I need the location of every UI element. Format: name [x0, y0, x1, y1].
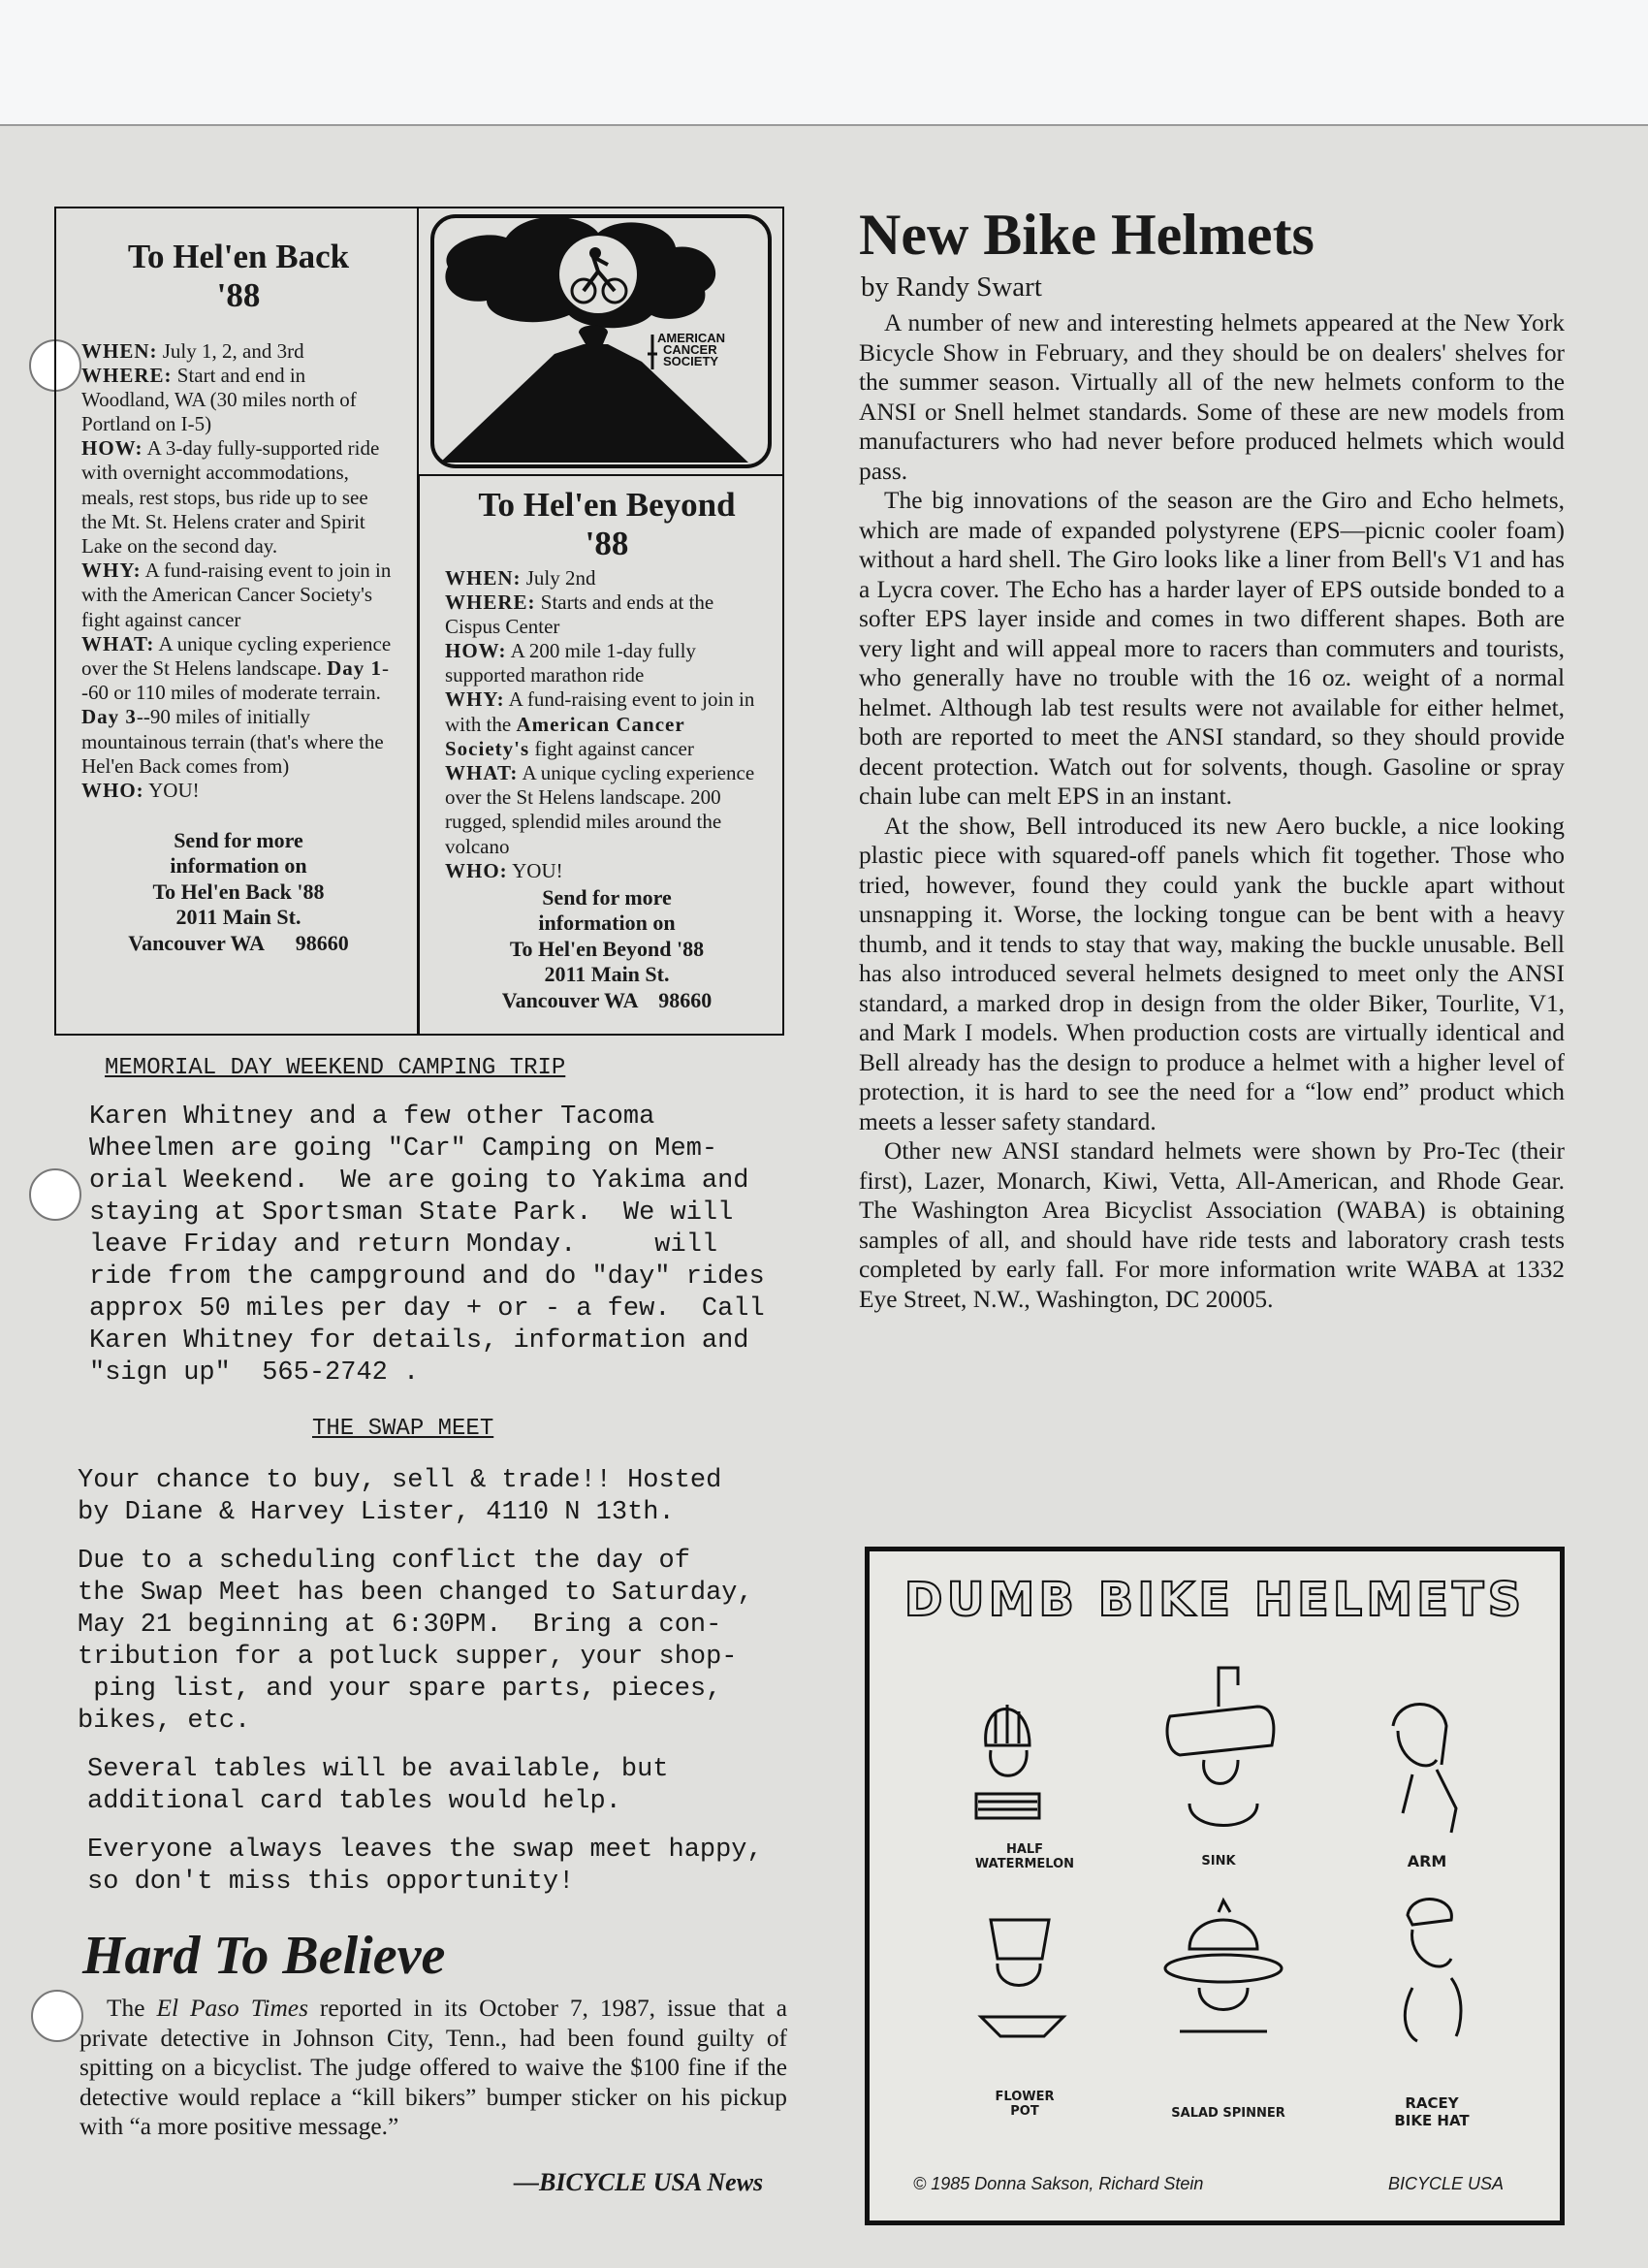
hard-to-believe-credit: —BICYCLE USA News — [514, 2168, 764, 2196]
why-label: WHY: — [445, 687, 505, 712]
how-label: HOW: — [81, 436, 143, 461]
org-name: CANCER — [663, 342, 717, 357]
swap-paragraph: Several tables will be available, but additional card tables would help. — [87, 1755, 669, 1816]
address-line: Send for more — [174, 828, 303, 853]
address-line: Vancouver WA 98660 — [501, 987, 713, 1012]
helen-beyond-details — [445, 566, 769, 883]
where-value: Start and end in Woodland, WA (30 miles north of Portland on I-5) — [81, 363, 357, 436]
article-byline: by Randy Swart — [861, 272, 1042, 303]
sink-helmet-drawing — [1167, 1668, 1274, 1826]
what-label: WHAT: — [445, 761, 519, 784]
address-line: To Hel'en Back '88 — [152, 878, 325, 904]
body-text: The — [107, 1995, 157, 2022]
where-label: WHERE: — [445, 590, 536, 614]
title-year: '88 — [585, 525, 629, 563]
caption-arm: ARM — [1407, 1852, 1447, 1870]
salad-spinner-helmet-drawing — [1165, 1901, 1282, 2031]
address-line: 2011 Main St. — [175, 905, 301, 930]
helen-beyond-address — [445, 885, 769, 1013]
day1-value: --60 or 110 miles of moderate terrain. — [81, 655, 390, 705]
address-line: information on — [538, 910, 676, 936]
helen-beyond-box — [418, 474, 784, 1036]
when-label: WHEN: — [81, 338, 158, 363]
helen-back-details — [81, 339, 396, 804]
swap-paragraph: Due to a scheduling conflict the day of the Swap Meet has been changed to Saturday, May 21 beginning at 6:30PM. Bring a con- tribution for a potluck supper, your shop- ping list, and your spare parts, pieces, bikes, etc. — [78, 1547, 753, 1736]
swap-paragraph: Your chance to buy, sell & trade!! Hosted by Diane & Harvey Lister, 4110 N 13th. — [78, 1466, 722, 1527]
how-value: A 200 mile 1-day fully supported marathon ride — [445, 639, 696, 687]
when-value: July 1, 2, and 3rd — [157, 338, 304, 363]
who-label: WHO: — [81, 778, 144, 802]
binder-hole — [31, 1990, 83, 2042]
address-line: Vancouver WA 98660 — [128, 930, 349, 955]
helen-back-title — [81, 238, 396, 316]
caption-half-watermelon: HALF WATERMELON — [974, 1842, 1075, 1871]
address-line: Send for more — [542, 884, 672, 910]
who-label: WHO: — [445, 858, 508, 882]
article-paragraph: At the show, Bell introduced its new Aero buckle, a nice looking plastic piece with squared-off panels which fit together. Those who tried, however, found they could yank the buckle apart without unsnapping it. Worse, the locking tongue can be bent with a heavy thumb, and it tends to stay that way, making the buckle unusable. Bell has also introduced several helmets designed to meet only the ANSI standard, a marked drop in design from the older Biker, Tourlite, V1, and Mark I models. When production costs are virtually identical and Bell already has the design to produce a helmet with a higher level of protection, it is hard to see the need for a “low end” product which meets a lesser safety standard. — [859, 812, 1565, 1135]
helen-beyond-title — [445, 486, 769, 564]
address-line: information on — [170, 853, 307, 878]
dumb-bike-helmets-cartoon — [865, 1547, 1565, 2225]
org-name: SOCIETY — [663, 354, 719, 368]
org-name: AMERICAN — [657, 331, 726, 345]
flower-pot-helmet-drawing — [981, 1920, 1063, 2036]
half-watermelon-helmet-drawing — [976, 1705, 1039, 1818]
caption-flower-pot: FLOWER POT — [995, 2090, 1055, 2119]
address-line: To Hel'en Beyond '88 — [509, 936, 705, 961]
volcano-plume — [579, 326, 608, 345]
cartoon-copyright: © 1985 Donna Sakson, Richard Stein — [913, 2174, 1204, 2193]
what-label: WHAT: — [81, 631, 155, 655]
why-value: A fund-raising event to join in with the American Cancer Society's fight against cancer — [81, 559, 392, 631]
org-name-bold: American Cancer Society's — [445, 712, 685, 760]
day3-value: --90 miles of initially mountainous terrain (that's where the Hel'en Back comes from) — [81, 705, 384, 778]
caption-salad-spinner: SALAD SPINNER — [1171, 2106, 1285, 2121]
scanner-margin — [0, 0, 1648, 126]
where-value: Starts and ends at the Cispus Center — [445, 590, 714, 638]
hard-to-believe-title: Hard To Believe — [82, 1926, 446, 1986]
hard-to-believe-body — [79, 1994, 787, 2142]
when-value: July 2nd — [521, 565, 596, 590]
helen-back-box — [54, 207, 419, 1036]
who-value: YOU! — [143, 778, 200, 802]
day1-label: Day 1 — [327, 655, 383, 680]
when-label: WHEN: — [445, 565, 522, 590]
article-body — [859, 308, 1565, 1314]
cartoon-publisher: BICYCLE USA — [1388, 2174, 1505, 2193]
logo-box — [419, 207, 784, 476]
what-value: A unique cycling experience over the St Helens landscape. — [81, 631, 392, 680]
why-label: WHY: — [81, 559, 142, 583]
helen-back-address — [81, 828, 396, 956]
title-year: '88 — [216, 276, 261, 315]
volcano-logo — [419, 208, 784, 478]
article-paragraph: The big innovations of the season are the Giro and Echo helmets, which are made of expanded polystyrene (EPS—picnic cooler foam) without a hard shell. The Giro looks like a liner from Bell's V1 and has a Lycra cover. The Echo has a harder layer of EPS outside bonded to a softer EPS layer inside and comes in two different shapes. Both are very light and will appeal more to racers than commuters and tourists, who generally have no trouble with the 16 oz. weight of a normal helmet. Although lab test results were not available for either helmet, both are reported to meet the ANSI standard, so they should provide decent protection. Watch out for solvents, though. Gasoline or spray chain lube can melt EPS in an instant. — [859, 487, 1565, 810]
newspaper-name: El Paso Times — [156, 1995, 308, 2022]
swap-paragraph: Everyone always leaves the swap meet happy, so don't miss this opportunity! — [87, 1836, 763, 1897]
arm-helmet-drawing — [1393, 1705, 1456, 1834]
how-label: HOW: — [445, 639, 507, 663]
where-label: WHERE: — [81, 363, 173, 387]
cartoon-title: DUMB BIKE HELMETS — [903, 1573, 1526, 1627]
body-text: reported in its October 7, 1987, issue that a private detective in Johnson City, Tenn., had been found guilty of spitting on a bicyclist. The judge offered to waive the $100 fine if the detective would replace a “kill bikers” bumper sticker on his pickup with “a more positive message.” — [79, 1995, 787, 2140]
title-line: To Hel'en Back — [127, 238, 350, 275]
caption-racey-bike-hat: RACEY BIKE HAT — [1394, 2094, 1470, 2129]
cyclist-head-icon — [589, 247, 601, 259]
caption-sink: SINK — [1201, 1854, 1236, 1869]
memorial-body: Karen Whitney and a few other Tacoma Wheelmen are going "Car" Camping on Mem- orial Weekend. We are going to Yakima and staying at Sportsman State Park. We will leave Friday and return Monday. will ride from the campground and do "day" rides approx 50 miles per day + or - a few. Call Karen Whitney for details, information and "sign up" 565-2742 . — [89, 1102, 765, 1388]
why-value: A fund-raising event to join in with the — [445, 687, 755, 736]
title-line: To Hel'en Beyond — [478, 486, 736, 524]
address-line: 2011 Main St. — [544, 962, 670, 987]
memorial-heading: MEMORIAL DAY WEEKEND CAMPING TRIP — [105, 1055, 566, 1081]
who-value: YOU! — [507, 858, 563, 882]
what-value: A unique cycling experience over the St Helens landscape. 200 rugged, splendid miles around the volcano — [445, 761, 755, 858]
day3-label: Day 3 — [81, 705, 137, 729]
swap-heading: THE SWAP MEET — [312, 1416, 494, 1442]
article-title: New Bike Helmets — [859, 203, 1315, 267]
why-value: fight against cancer — [529, 736, 694, 760]
binder-hole — [29, 1168, 81, 1221]
racey-bike-hat-drawing — [1405, 1900, 1461, 2041]
sword-icon — [648, 335, 657, 369]
how-value: A 3-day fully-supported ride with overnight accommodations, meals, rest stops, bus ride up to see the Mt. St. Helens crater and Spirit Lake on the second day. — [81, 436, 380, 558]
article-paragraph: A number of new and interesting helmets appeared at the New York Bicycle Show in February, and they should be on dealers' shelves for the summer season. Virtually all of the new helmets conform to the ANSI or Snell helmet standards. Some of these are new models from manufacturers who had never before produced helmets which would pass. — [859, 309, 1565, 485]
article-paragraph: Other new ANSI standard helmets were shown by Pro-Tec (their first), Lazer, Monarch, Kiwi, Vetta, All-American, and Rhode Gear. The Washington Area Bicyclist Association (WABA) is obtaining samples of all, and should have ride tests and laboratory crash tests completed by early fall. For more information write WABA at 1332 Eye Street, N.W., Washington, DC 20005. — [859, 1137, 1565, 1313]
